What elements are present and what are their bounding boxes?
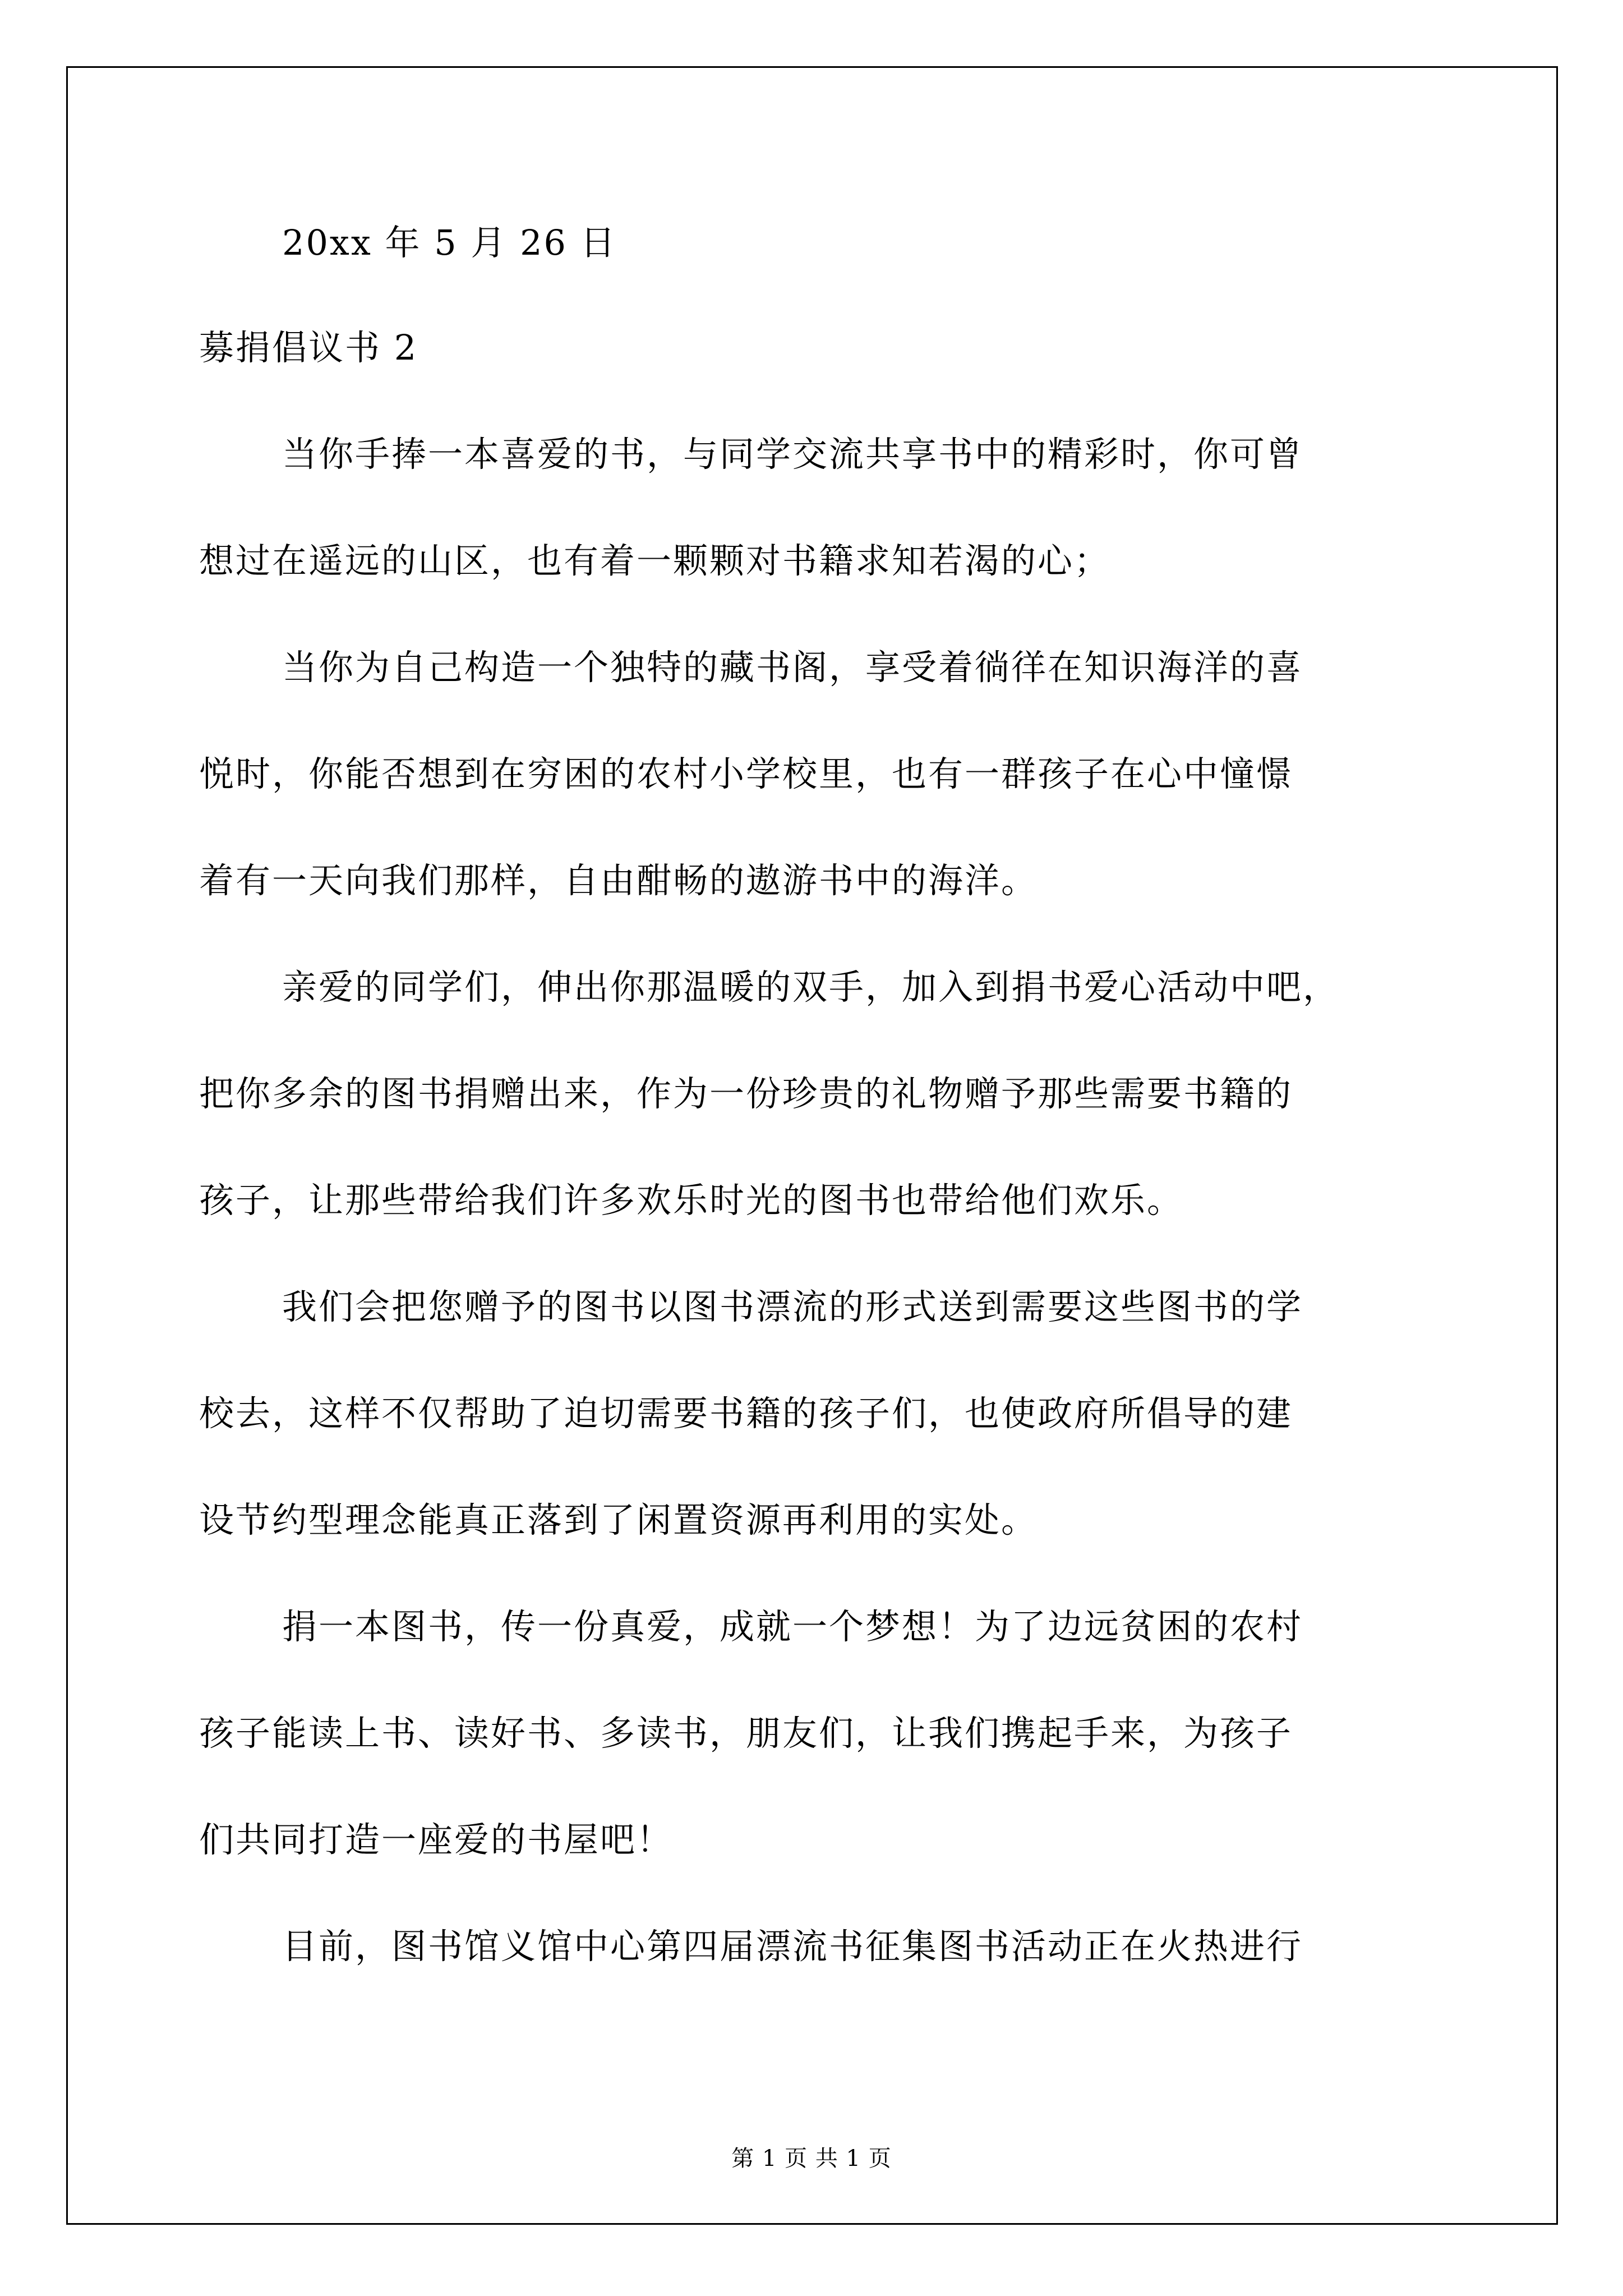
paragraph-line: 把你多余的图书捐赠出来，作为一份珍贵的礼物赠予那些需要书籍的 bbox=[199, 1073, 1293, 1114]
paragraph-line: 悦时，你能否想到在穷困的农村小学校里，也有一群孩子在心中憧憬 bbox=[199, 753, 1293, 794]
paragraph-line: 亲爱的同学们，伸出你那温暖的双手，加入到捐书爱心活动中吧， bbox=[282, 967, 1340, 1007]
page-footer: 第 1 页 共 1 页 bbox=[731, 2146, 892, 2171]
paragraph-line: 当你手捧一本喜爱的书，与同学交流共享书中的精彩时，你可曾 bbox=[282, 434, 1303, 475]
paragraph-line: 我们会把您赠予的图书以图书漂流的形式送到需要这些图书的学 bbox=[282, 1286, 1303, 1327]
document-date: 20xx 年 5 月 26 日 bbox=[282, 222, 617, 263]
paragraph-line: 设节约型理念能真正落到了闲置资源再利用的实处。 bbox=[199, 1499, 1038, 1540]
paragraph-line: 目前，图书馆义馆中心第四届漂流书征集图书活动正在火热进行 bbox=[282, 1926, 1303, 1967]
paragraph-line: 孩子能读上书、读好书、多读书，朋友们，让我们携起手来，为孩子 bbox=[199, 1713, 1293, 1754]
paragraph-line: 捐一本图书，传一份真爱，成就一个梦想！为了边远贫困的农村 bbox=[282, 1606, 1303, 1647]
paragraph-line: 当你为自己构造一个独特的藏书阁，享受着徜徉在知识海洋的喜 bbox=[282, 647, 1303, 688]
paragraph-line: 校去，这样不仅帮助了迫切需要书籍的孩子们，也使政府所倡导的建 bbox=[199, 1393, 1293, 1434]
document-heading: 募捐倡议书 2 bbox=[199, 327, 418, 368]
paragraph-line: 们共同打造一座爱的书屋吧！ bbox=[199, 1819, 674, 1860]
paragraph-line: 着有一天向我们那样，自由酣畅的遨游书中的海洋。 bbox=[199, 860, 1038, 901]
page-border bbox=[66, 66, 1558, 2225]
paragraph-line: 孩子，让那些带给我们许多欢乐时光的图书也带给他们欢乐。 bbox=[199, 1180, 1184, 1221]
paragraph-line: 想过在遥远的山区，也有着一颗颗对书籍求知若渴的心； bbox=[199, 540, 1111, 581]
